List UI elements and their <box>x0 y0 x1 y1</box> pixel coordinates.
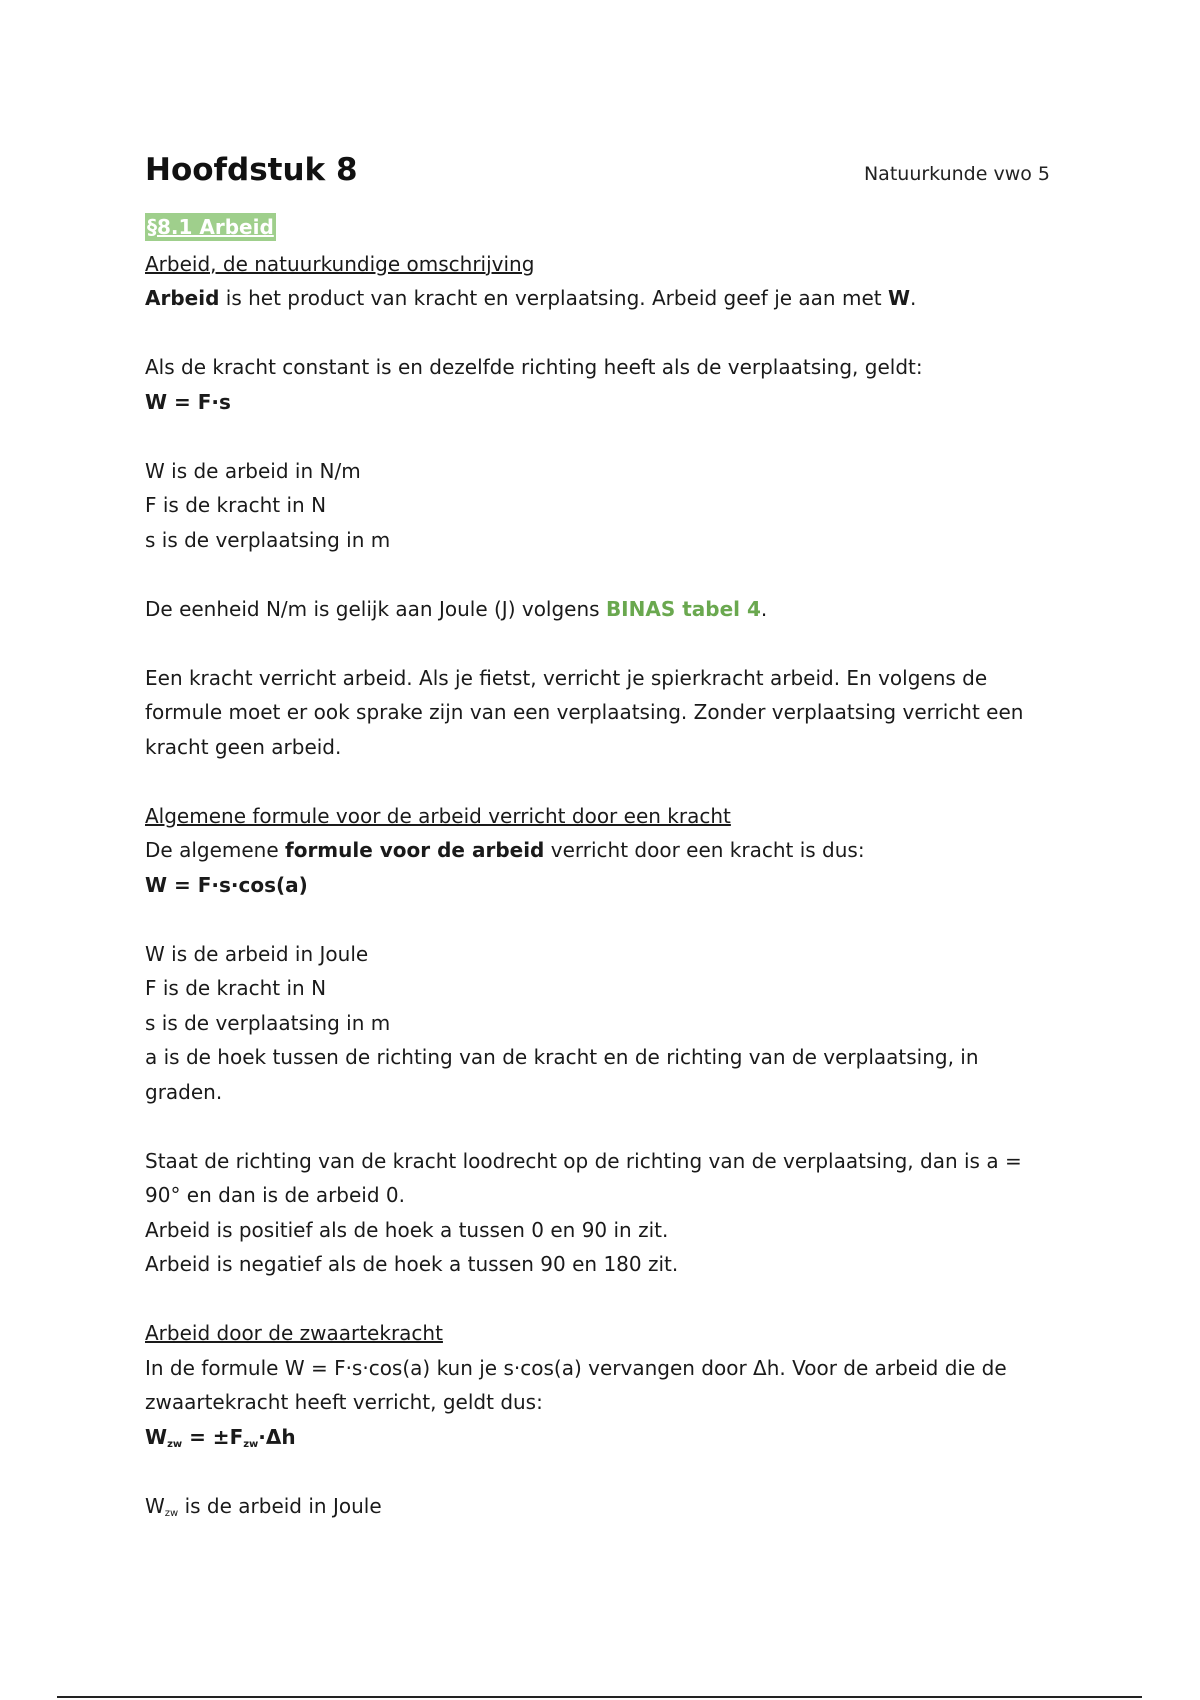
variable-wzw-symbol: W <box>145 1493 165 1518</box>
section-heading: §8.1 Arbeid <box>147 214 274 239</box>
paragraph-line: formule moet er ook sprake zijn van een verplaatsing. Zonder verplaatsing verricht een <box>145 700 1024 724</box>
variable-a: a is de hoek tussen de richting van de kracht en de richting van de verplaatsing, in <box>145 1045 979 1069</box>
positive-work-line: Arbeid is positief als de hoek a tussen 0 en 90 in zit. <box>145 1217 669 1242</box>
spacer <box>145 557 1050 592</box>
variable-f: F is de kracht in N <box>145 976 327 1000</box>
formula-mid: = ±F <box>182 1424 244 1449</box>
subheading-gravity-work: Arbeid door de zwaartekracht <box>145 1321 443 1345</box>
variable-wzw-text: is de arbeid in Joule <box>178 1493 382 1518</box>
document-page <box>145 150 1050 1523</box>
definition-term: Arbeid <box>145 286 220 310</box>
variable-wzw <box>145 1489 1050 1524</box>
variable-a-cont: graden. <box>145 1079 223 1104</box>
condition-line: Als de kracht constant is en dezelfde richting heeft als de verplaatsing, geldt: <box>145 355 923 379</box>
definition-symbol: W <box>887 286 911 310</box>
paragraph-line: kracht geen arbeid. <box>145 734 342 759</box>
formula-gravity <box>145 1420 1050 1455</box>
spacer <box>145 316 1050 351</box>
footer-rule <box>57 1696 1142 1698</box>
formula-subscript: zw <box>243 1438 259 1450</box>
spacer <box>145 764 1050 799</box>
perpendicular-line-cont: 90° en dan is de arbeid 0. <box>145 1183 405 1207</box>
variable-f: F is de kracht in N <box>145 493 327 517</box>
variable-w-joule: W is de arbeid in Joule <box>145 941 369 966</box>
definition-text: is het product van kracht en verplaatsing. Arbeid geef je aan met <box>219 286 888 310</box>
perpendicular-line: Staat de richting van de kracht loodrecht op de richting van de verplaatsing, dan is a = <box>145 1148 1022 1173</box>
gravity-text-line-cont: zwaartekracht heeft verricht, geldt dus: <box>145 1390 543 1414</box>
variable-w: W is de arbeid in N/m <box>145 458 361 483</box>
general-intro-start: De algemene <box>145 838 285 862</box>
spacer <box>145 1109 1050 1144</box>
binas-reference: BINAS tabel 4 <box>605 596 761 621</box>
formula-w: W <box>145 1424 168 1449</box>
formula-general: W = F·s·cos(a) <box>145 872 308 897</box>
negative-work-line: Arbeid is negatief als de hoek a tussen 90 en 180 zit. <box>145 1252 679 1276</box>
gravity-text-line: In de formule W = F·s·cos(a) kun je s·cos(a) vervangen door Δh. Voor de arbeid die de <box>145 1355 1007 1380</box>
formula-basic: W = F·s <box>145 389 231 414</box>
subheading-general-formula: Algemene formule voor de arbeid verricht door een kracht <box>145 803 731 828</box>
general-intro-end: verricht door een kracht is dus: <box>544 838 865 862</box>
unit-end: . <box>760 596 768 621</box>
spacer <box>145 1454 1050 1489</box>
unit-text: De eenheid N/m is gelijk aan Joule (J) volgens <box>145 596 606 621</box>
spacer <box>145 626 1050 661</box>
spacer <box>145 1282 1050 1317</box>
unit-line <box>145 592 1050 627</box>
paragraph-line: Een kracht verricht arbeid. Als je fietst, verricht je spierkracht arbeid. En volgens de <box>145 665 988 690</box>
spacer <box>145 902 1050 937</box>
variable-s: s is de verplaatsing in m <box>145 527 391 552</box>
general-intro-bold: formule voor de arbeid <box>285 838 545 862</box>
chapter-title: Hoofdstuk 8 <box>145 152 358 188</box>
general-intro-line <box>145 833 1050 868</box>
spacer <box>145 419 1050 454</box>
variable-wzw-subscript: zw <box>164 1507 179 1519</box>
definition-end: . <box>910 286 917 310</box>
subheading-definition: Arbeid, de natuurkundige omschrijving <box>145 251 535 276</box>
page-header <box>145 150 1050 192</box>
course-label: Natuurkunde vwo 5 <box>863 163 1050 185</box>
variable-s: s is de verplaatsing in m <box>145 1010 391 1035</box>
formula-subscript: zw <box>167 1438 183 1450</box>
definition-line <box>145 281 1050 316</box>
formula-end: ·Δh <box>258 1424 296 1449</box>
